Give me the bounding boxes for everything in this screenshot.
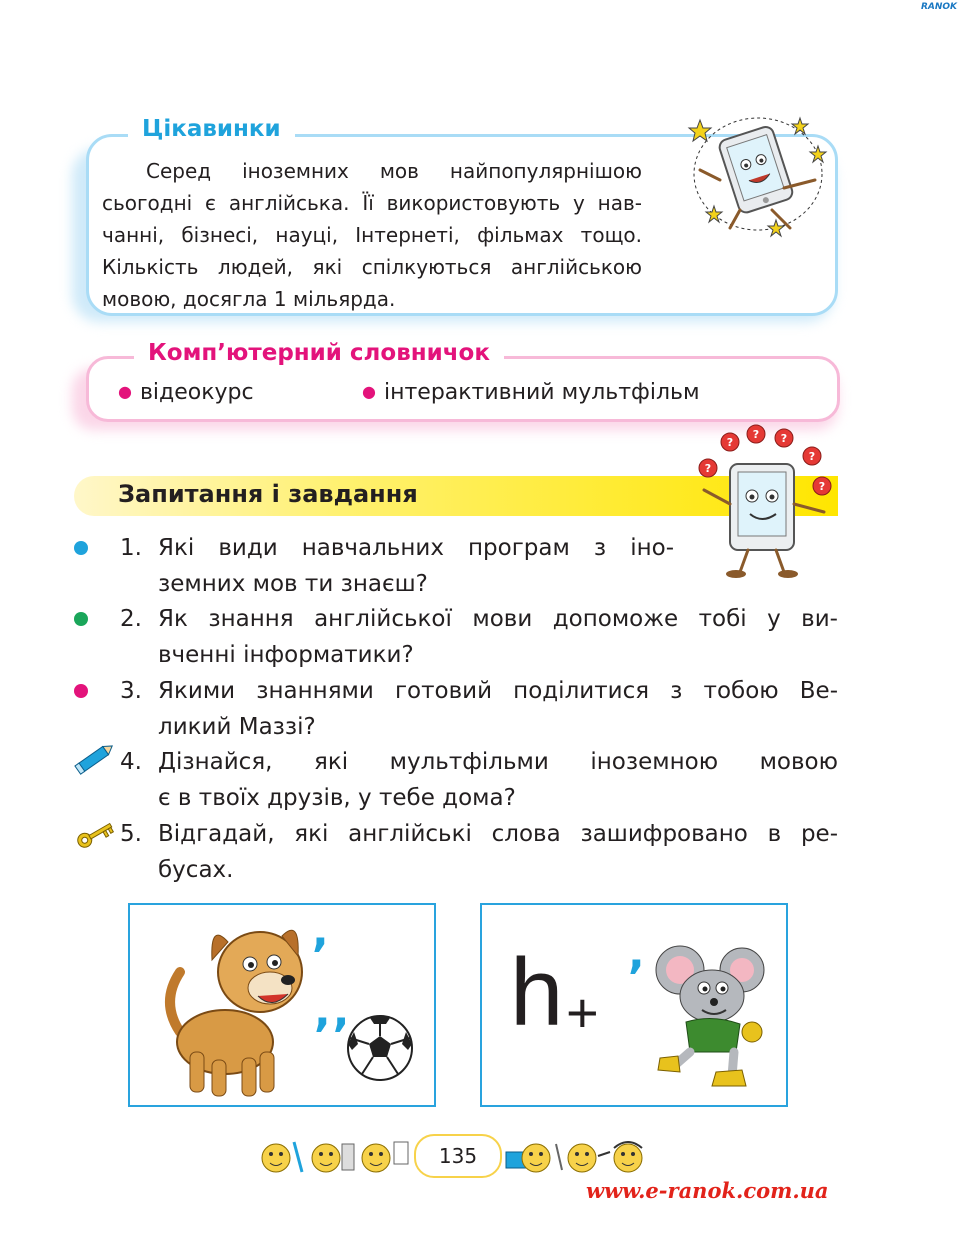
svg-text:?: ? xyxy=(752,428,760,441)
website-link[interactable]: www.e-ranok.com.ua xyxy=(586,1178,829,1203)
vocab-item-label: відеокурс xyxy=(139,380,254,405)
rebus-2-comma: , xyxy=(628,928,645,979)
facts-title-wrap xyxy=(128,116,295,142)
task-number: 3. xyxy=(120,678,142,704)
soccer-ball-icon xyxy=(346,1014,414,1082)
task-line: бусах. xyxy=(158,857,234,883)
svg-text:?: ? xyxy=(704,462,712,475)
vocab-title-wrap xyxy=(134,340,504,366)
rebus-1-comma-top: , xyxy=(312,906,329,957)
task-line: Відгадай, які англійські слова зашифровано в ре- xyxy=(158,821,838,847)
task-number: 4. xyxy=(120,749,142,775)
task-line: ликий Маззі? xyxy=(158,714,316,740)
rebus-1-comma-bottom: ,, xyxy=(314,986,352,1037)
task-number: 1. xyxy=(120,535,142,561)
pink-dot-icon xyxy=(74,684,88,698)
vocab-item xyxy=(118,380,254,405)
vocab-title: Комп’ютерний словничок xyxy=(148,340,490,366)
questions-title: Запитання і завдання xyxy=(118,480,418,508)
facts-line: Кількість людей, які спілкуються англійською xyxy=(102,255,642,279)
dog-illustration xyxy=(150,912,310,1102)
facts-line: Серед іноземних мов найпопулярнішою xyxy=(146,159,642,183)
blue-dot-icon xyxy=(74,541,88,555)
svg-text:?: ? xyxy=(818,480,826,493)
task-line: Дізнайся, які мультфільми іноземною мовою xyxy=(158,749,838,775)
vocab-item-label: інтерактивний мультфільм xyxy=(383,380,700,405)
svg-text:?: ? xyxy=(726,436,734,449)
svg-text:?: ? xyxy=(808,450,816,463)
task-number: 2. xyxy=(120,606,142,632)
facts-line: чанні, бізнесі, науці, Інтернеті, фільмах тощо. xyxy=(102,223,642,247)
facts-text xyxy=(102,155,642,315)
task-line: є в твоїх друзів, у тебе дома? xyxy=(158,785,516,811)
pencil-icon xyxy=(72,740,118,776)
task-line: вченні інформатики? xyxy=(158,642,414,668)
task-line: Які види навчальних програм з іно- xyxy=(158,535,674,561)
page-number: 135 xyxy=(414,1134,502,1178)
publisher-logo: RANOK xyxy=(920,2,957,12)
task-line: Як знання англійської мови допоможе тобі у ви- xyxy=(158,606,838,632)
bullet-icon: ● xyxy=(118,382,132,401)
tablet-mascot-stars-illustration xyxy=(680,110,830,240)
bullet-icon: ● xyxy=(362,382,376,401)
task-line: Якими знаннями готовий поділитися з тобою Ве- xyxy=(158,678,838,704)
key-icon xyxy=(72,812,118,852)
rebus-2-letter: h xyxy=(510,939,564,1046)
facts-title: Цікавинки xyxy=(142,116,281,142)
facts-line: мовою, досягла 1 мільярда. xyxy=(102,287,396,311)
rebus-2-plus: + xyxy=(566,981,599,1044)
tablet-mascot-questions-illustration xyxy=(690,424,836,580)
task-line: земних мов ти знаєш? xyxy=(158,571,428,597)
task-number: 5. xyxy=(120,821,142,847)
vocab-item xyxy=(362,380,700,405)
emoji-row-left-illustration xyxy=(258,1134,414,1178)
facts-line: сьогодні є англійська. Її використовують у нав- xyxy=(102,191,642,215)
green-dot-icon xyxy=(74,612,88,626)
svg-text:?: ? xyxy=(780,432,788,445)
emoji-row-right-illustration xyxy=(502,1134,658,1178)
mouse-illustration xyxy=(650,940,770,1090)
